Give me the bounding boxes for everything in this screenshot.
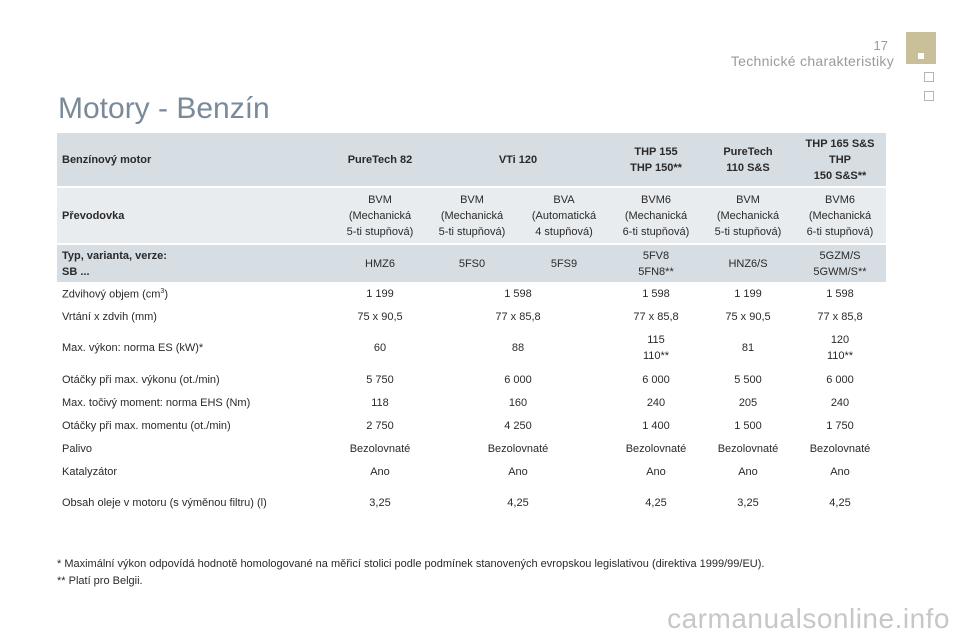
column-header: THP 165 S&S THP 150 S&S** (794, 133, 886, 187)
page-title: Motory - Benzín (58, 92, 270, 125)
table-cell: 1 598 (826, 287, 854, 300)
chapter-tab[interactable] (924, 72, 934, 82)
row-label: Max. točivý moment: norma EHS (Nm) (62, 396, 251, 409)
table-cell: 3,25 (737, 497, 759, 509)
table-cell: 4,25 (645, 497, 667, 509)
table-row (57, 305, 886, 328)
table-cell: Ano (508, 465, 528, 478)
table-row (57, 437, 886, 460)
table-cell: 4,25 (829, 497, 851, 509)
footnotes (57, 556, 764, 590)
table-cell: 240 (830, 396, 850, 409)
table-row (57, 282, 886, 305)
table-cell: 3,25 (369, 497, 391, 509)
table-cell: Ano (738, 465, 758, 478)
table-cell: 5 500 (734, 373, 762, 386)
table-cell: 5GZM/S 5GWM/S** (794, 244, 886, 282)
footnote: ** Platí pro Belgii. (57, 575, 143, 587)
row-label: Typ, varianta, verze: SB ... (57, 244, 334, 282)
table-cell: 60 (373, 342, 387, 354)
row-label: Převodovka (57, 187, 334, 244)
table-cell: 5FS9 (518, 244, 610, 282)
row-label: Max. výkon: norma ES (kW)* (62, 342, 204, 354)
table-cell: 1 598 (504, 287, 532, 300)
table-cell: 75 x 90,5 (357, 310, 403, 323)
table-cell: 118 (371, 396, 389, 409)
table-cell: BVM6 (Mechanická 6-ti stupňová) (794, 187, 886, 244)
table-cell: Bezolovnaté (625, 442, 687, 455)
table-cell: 1 598 (642, 287, 670, 300)
chapter-tab-active[interactable] (906, 32, 936, 64)
table-cell: BVM (Mechanická 5-ti stupňová) (702, 187, 794, 244)
column-header: PureTech 110 S&S (702, 133, 794, 187)
table-cell: 115 110** (642, 334, 670, 362)
table-cell: 88 (511, 342, 525, 354)
table-cell: Bezolovnaté (717, 442, 779, 455)
table-cell: 77 x 85,8 (633, 310, 679, 323)
table-cell: BVM6 (Mechanická 6-ti stupňová) (610, 187, 702, 244)
row-label: Zdvihový objem $(cm^3)$ (62, 288, 168, 301)
table-cell: Ano (646, 465, 666, 478)
table-cell: Bezolovnaté (487, 442, 549, 455)
transmission-row (57, 187, 886, 244)
row-label: Obsah oleje v motoru (s výměnou filtru) (l) (62, 497, 267, 509)
table-cell: 6 000 (826, 373, 854, 386)
section-title: Technické charakteristiky (730, 53, 894, 69)
table-cell: BVM (Mechanická 5-ti stupňová) (426, 187, 518, 244)
watermark: carmanualsonline.info (667, 603, 950, 634)
table-cell: HMZ6 (334, 244, 426, 282)
engine-spec-table (57, 133, 886, 523)
table-cell: Bezolovnaté (809, 442, 871, 455)
table-cell: 1 750 (826, 419, 854, 432)
table-cell: Bezolovnaté (349, 442, 411, 455)
footnote: * Maximální výkon odpovídá hodnotě homologované na měřicí stolici podle podmínek stanovených evropskou legislativou (direktiva 1999/99/EU). (57, 558, 765, 570)
chapter-tab[interactable] (924, 91, 934, 101)
tab-marker-icon (918, 53, 924, 59)
table-cell: 1 400 (642, 419, 670, 432)
page-number: 17 (873, 38, 888, 53)
table-cell: HNZ6/S (702, 244, 794, 282)
table-cell: 75 x 90,5 (725, 310, 771, 323)
table-cell: 1 500 (734, 419, 762, 432)
table-cell: 240 (646, 396, 666, 409)
table-cell: 6 000 (642, 373, 670, 386)
row-label: Otáčky při max. momentu (ot./min) (62, 419, 231, 432)
column-header: Benzínový motor (57, 133, 334, 187)
row-label: Katalyzátor (62, 465, 118, 478)
row-label: Palivo (62, 442, 92, 455)
table-row (57, 391, 886, 414)
table-cell: BVA (Automatická 4 stupňová) (518, 187, 610, 244)
table-row (57, 483, 886, 523)
type-row (57, 244, 886, 282)
table-cell: 6 000 (504, 373, 532, 386)
table-cell: 81 (741, 342, 755, 354)
table-cell: 160 (508, 396, 528, 409)
column-header: PureTech 82 (334, 133, 426, 187)
table-cell: 2 750 (366, 419, 394, 432)
row-label: Otáčky při max. výkonu (ot./min) (62, 373, 220, 386)
table-row (57, 368, 886, 391)
table-cell: 4,25 (507, 497, 529, 509)
table-cell: 5FS0 (426, 244, 518, 282)
table-header-row (57, 133, 886, 187)
column-header: VTi 120 (426, 133, 610, 187)
table-cell: 4 250 (504, 419, 532, 432)
table-row (57, 414, 886, 437)
table-cell: 77 x 85,8 (817, 310, 863, 323)
table-cell: 205 (738, 396, 758, 409)
table-row (57, 328, 886, 368)
table-cell: 5 750 (366, 373, 394, 386)
table-cell: BVM (Mechanická 5-ti stupňová) (334, 187, 426, 244)
table-cell: 77 x 85,8 (495, 310, 541, 323)
row-label: Vrtání x zdvih (mm) (62, 310, 157, 323)
table-cell: Ano (370, 465, 390, 478)
table-cell: 1 199 (734, 287, 762, 300)
table-row (57, 460, 886, 483)
table-cell: Ano (830, 465, 850, 478)
column-header: THP 155 THP 150** (610, 133, 702, 187)
table-cell: 120 110** (826, 334, 854, 362)
table-cell: 1 199 (366, 287, 394, 300)
table-cell: 5FV8 5FN8** (610, 244, 702, 282)
